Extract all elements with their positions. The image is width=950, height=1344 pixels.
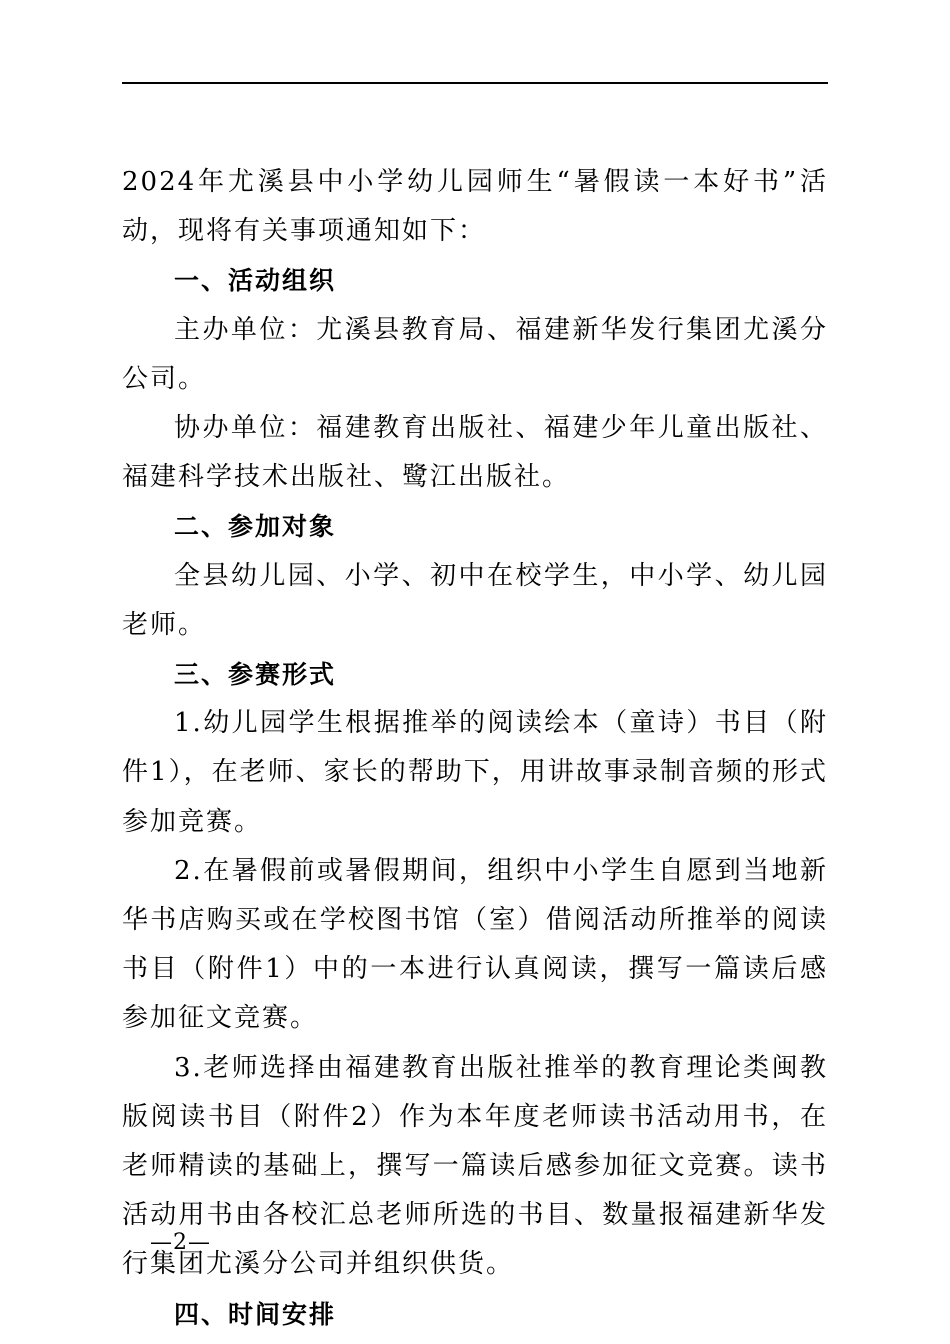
co-organizer-paragraph: 协办单位：福建教育出版社、福建少年儿童出版社、福建科学技术出版社、鹭江出版社。 [122, 413, 828, 493]
format-item-2: 2.在暑假前或暑假期间，组织中小学生自愿到当地新华书店购买或在学校图书馆（室）借阅活动所推举的阅读书目（附件1）中的一本进行认真阅读，撰写一篇读后感参加征文竞赛。 [122, 855, 828, 1034]
format-item-3: 3.老师选择由福建教育出版社推举的教育理论类闽教版阅读书目（附件2）作为本年度老师读书活动用书，在老师精读的基础上，撰写一篇读后感参加征文竞赛。读书活动用书由各校汇总老师所选的书目、数量报福建新华发行集团尤溪分公司并组织供货。 [122, 1052, 828, 1280]
intro-paragraph: 2024年尤溪县中小学幼儿园师生“暑假读一本好书”活动，现将有关事项通知如下： [122, 167, 828, 247]
document-body [122, 158, 828, 1339]
page-number: —2— [150, 1230, 211, 1255]
section-heading-format: 三、参赛形式 [174, 660, 337, 690]
section-heading-schedule: 四、时间安排 [174, 1299, 337, 1329]
participants-paragraph: 全县幼儿园、小学、初中在校学生，中小学、幼儿园老师。 [122, 560, 828, 640]
header-rule [122, 82, 828, 84]
section-heading-organization: 一、活动组织 [174, 266, 337, 296]
format-item-1: 1.幼儿园学生根据推举的阅读绘本（童诗）书目（附件1），在老师、家长的帮助下，用讲故事录制音频的形式参加竞赛。 [122, 708, 828, 837]
section-heading-participants: 二、参加对象 [174, 512, 337, 542]
organizer-paragraph: 主办单位：尤溪县教育局、福建新华发行集团尤溪分公司。 [122, 314, 828, 394]
